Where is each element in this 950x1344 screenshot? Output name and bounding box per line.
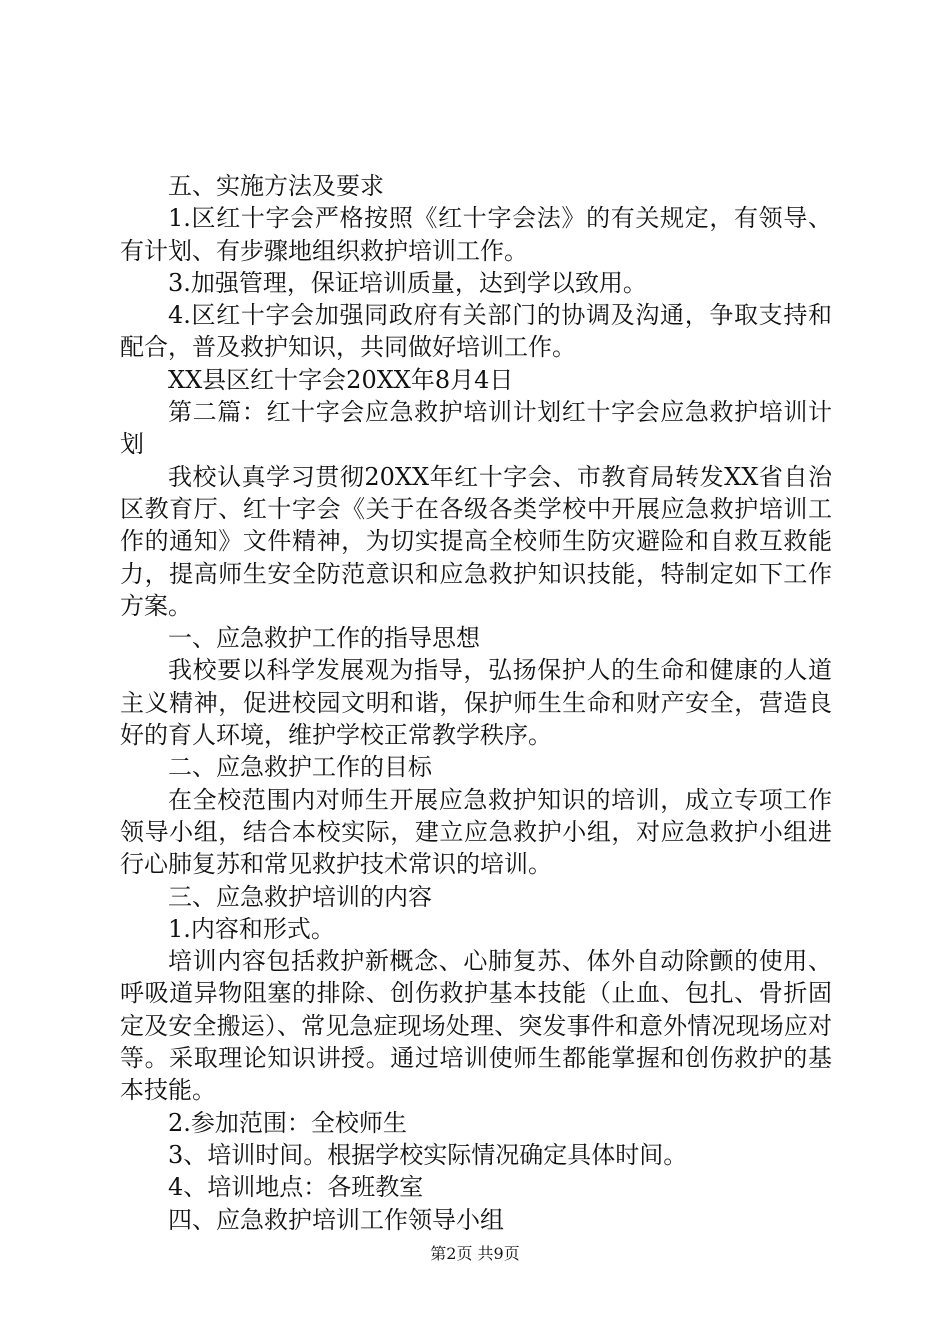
section-heading-2: 二、应急救护工作的目标 <box>168 753 432 782</box>
paragraph: 4.区红十字会加强同政府有关部门的协调及沟通，争取支持和配合，普及救护知识，共同做好培训工作。 <box>120 301 832 362</box>
paragraph: 培训内容包括救护新概念、心肺复苏、体外自动除颤的使用、呼吸道异物阻塞的排除、创伤救护基本技能（止血、包扎、骨折固定及安全搬运）、常见急症现场处理、突发事件和意外情况现场应对等。采取理论知识讲授。通过培训使师生都能掌握和创伤救护的基本技能。 <box>120 947 832 1105</box>
section-heading-5: 五、实施方法及要求 <box>168 172 384 200</box>
paragraph: 我校认真学习贯彻20XX年红十字会、市教育局转发XX省自治区教育厅、红十字会《关于在各级各类学校中开展应急救护培训工作的通知》文件精神，为切实提高全校师生防灾避险和自救互救能力，提高师生安全防范意识和应急救护知识技能，特制定如下工作方案。 <box>120 462 832 620</box>
paragraph: 我校要以科学发展观为指导，弘扬保护人的生命和健康的人道主义精神，促进校园文明和谐，保护师生生命和财产安全，营造良好的育人环境，维护学校正常教学秩序。 <box>120 656 832 750</box>
paragraph: 2.参加范围：全校师生 <box>168 1108 407 1137</box>
section-heading-1: 一、应急救护工作的指导思想 <box>168 624 480 653</box>
page-number-footer: 第2页 共9页 <box>430 1244 520 1263</box>
paragraph: 在全校范围内对师生开展应急救护知识的培训，成立专项工作领导小组，结合本校实际，建立应急救护小组，对应急救护小组进行心肺复苏和常见救护技术常识的培训。 <box>120 785 832 879</box>
paragraph: 3.加强管理，保证培训质量，达到学以致用。 <box>168 268 647 297</box>
section-heading-3: 三、应急救护培训的内容 <box>168 882 432 911</box>
document-body <box>120 170 832 1236</box>
paragraph: 1.区红十字会严格按照《红十字会法》的有关规定，有领导、有计划、有步骤地组织救护培训工作。 <box>120 204 832 265</box>
signature-date-line: XX县区红十字会20XX年8月4日 <box>168 365 514 394</box>
chapter-title: 第二篇：红十字会应急救护培训计划红十字会应急救护培训计划 <box>120 398 832 459</box>
paragraph: 4、培训地点：各班教室 <box>168 1173 424 1202</box>
section-heading-4: 四、应急救护培训工作领导小组 <box>168 1205 504 1234</box>
paragraph: 3、培训时间。根据学校实际情况确定具体时间。 <box>168 1140 688 1169</box>
subsection-heading: 1.内容和形式。 <box>168 914 335 943</box>
